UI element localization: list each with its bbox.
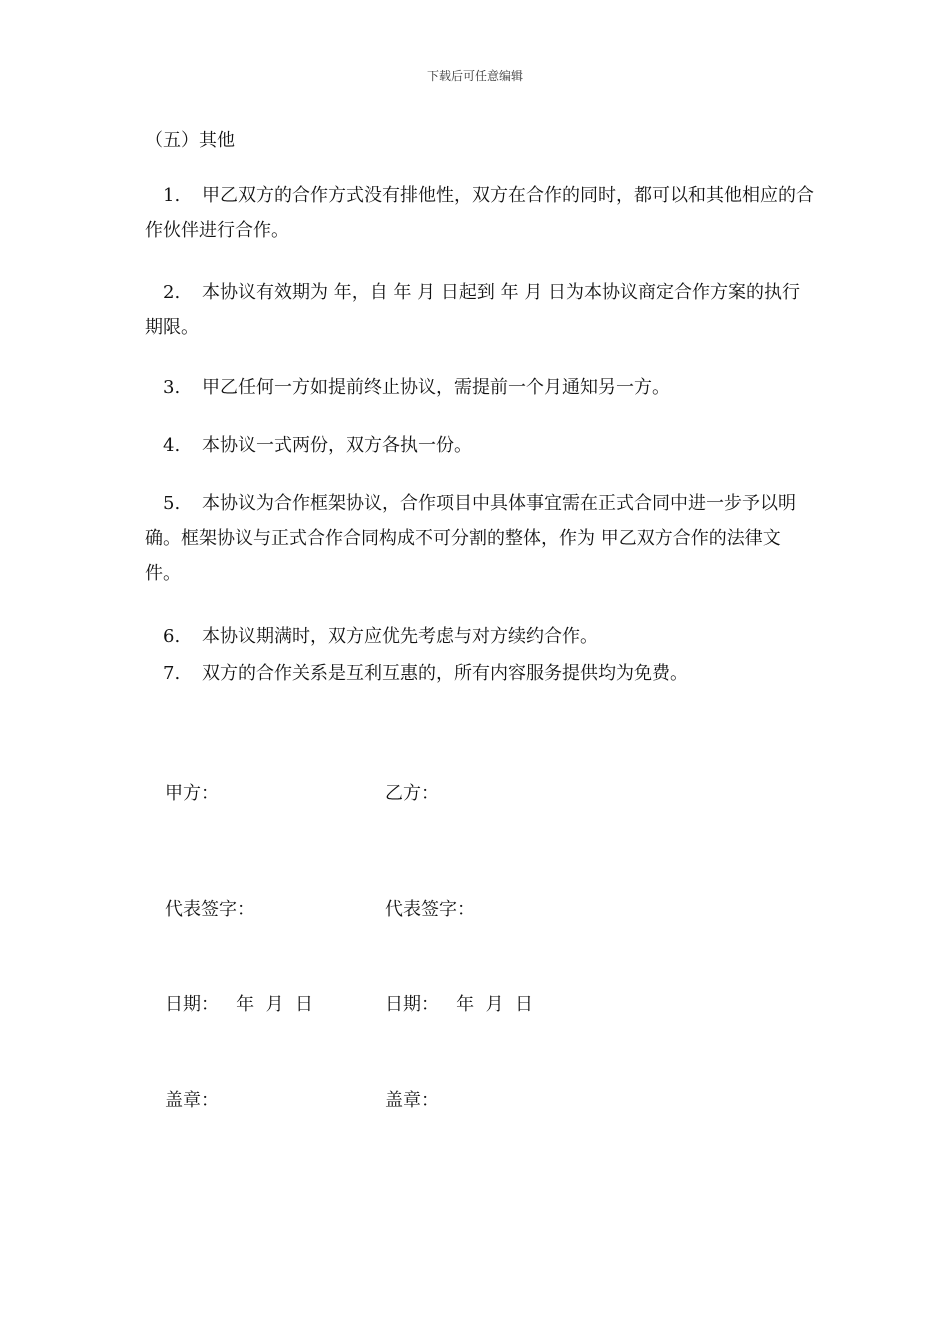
clause-6 <box>145 619 815 654</box>
clause-text: 本协议期满时，双方应优先考虑与对方续约合作。 <box>202 626 598 647</box>
party-a-label: 甲方： <box>165 783 219 804</box>
clause-3 <box>145 370 815 405</box>
clause-7 <box>145 656 815 691</box>
party-b-date: 日期： 年 月 日 <box>385 994 534 1015</box>
clause-text: 双方的合作关系是互利互惠的，所有内容服务提供均为免费。 <box>202 663 688 684</box>
clause-number: 2. <box>163 282 181 303</box>
clause-number: 3. <box>163 377 181 398</box>
header-note: 下载后可任意编辑 <box>426 69 523 83</box>
section-title: （五）其他 <box>145 130 235 151</box>
party-b-label: 乙方： <box>385 783 439 804</box>
clause-number: 6. <box>163 626 181 647</box>
clause-2 <box>145 275 815 345</box>
clause-5 <box>145 486 815 591</box>
clause-number: 4. <box>163 435 181 456</box>
clause-text: 本协议一式两份，双方各执一份。 <box>202 435 472 456</box>
party-b-seal: 盖章： <box>385 1090 439 1111</box>
clause-text: 甲乙任何一方如提前终止协议，需提前一个月通知另一方。 <box>202 377 670 398</box>
clause-4 <box>145 428 815 463</box>
clause-text: 本协议有效期为 年，自 年 月 日起到 年 月 日为本协议商定合作方案的执行期限。 <box>145 282 801 338</box>
clause-number: 1. <box>163 185 181 206</box>
clause-1 <box>145 178 815 248</box>
clause-text: 甲乙双方的合作方式没有排他性，双方在合作的同时，都可以和其他相应的合作伙伴进行合作。 <box>145 185 814 241</box>
clause-number: 7. <box>163 663 181 684</box>
party-b-representative-signature: 代表签字： <box>385 899 475 920</box>
clause-text: 本协议为合作框架协议，合作项目中具体事宜需在正式合同中进一步予以明确。框架协议与正式合作合同构成不可分割的整体，作为 甲乙双方合作的法律文件。 <box>145 493 796 584</box>
party-a-seal: 盖章： <box>165 1090 219 1111</box>
party-a-representative-signature: 代表签字： <box>165 899 255 920</box>
clause-number: 5. <box>163 493 181 514</box>
party-a-date: 日期： 年 月 日 <box>165 994 314 1015</box>
